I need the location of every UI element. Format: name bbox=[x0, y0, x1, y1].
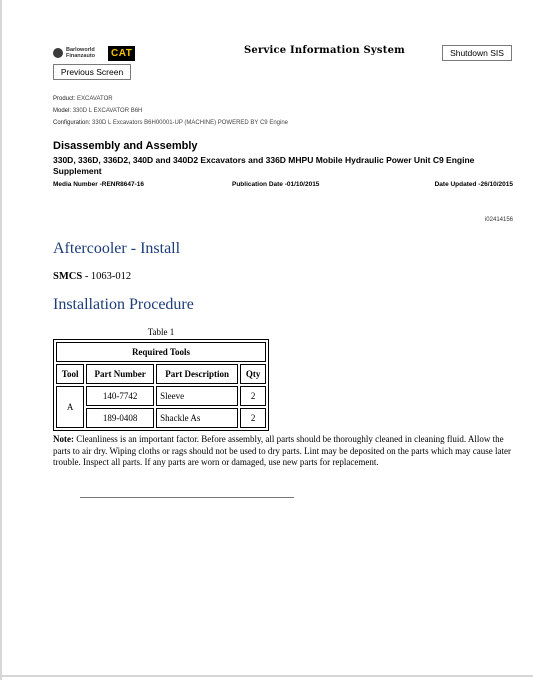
table-title: Required Tools bbox=[56, 342, 266, 362]
document-id: i02414156 bbox=[484, 217, 513, 223]
model-key: Model: bbox=[53, 108, 72, 114]
barloworld-logo-icon bbox=[53, 48, 63, 58]
section-title: Disassembly and Assembly bbox=[53, 140, 198, 152]
barloworld-cat-logo bbox=[53, 42, 137, 64]
smcs-code bbox=[53, 271, 131, 282]
part-description-cell: Shackle As bbox=[156, 408, 238, 428]
model-line bbox=[53, 108, 142, 114]
logo-text: Barloworld Finanzauto bbox=[66, 46, 96, 59]
shutdown-sis-button[interactable]: Shutdown SIS bbox=[442, 45, 512, 61]
part-description-cell: Sleeve bbox=[156, 386, 238, 406]
product-value: EXCAVATOR bbox=[77, 96, 113, 102]
table-row bbox=[56, 386, 266, 406]
page-left-border bbox=[0, 0, 2, 680]
cleanliness-note bbox=[53, 434, 513, 469]
procedure-heading: Installation Procedure bbox=[53, 296, 194, 313]
page-heading: Aftercooler - Install bbox=[53, 240, 181, 257]
column-header-tool: Tool bbox=[56, 364, 84, 384]
part-number-cell: 140-7742 bbox=[86, 386, 154, 406]
smcs-value: - 1063-012 bbox=[82, 271, 132, 282]
column-header-qty: Qty bbox=[240, 364, 266, 384]
media-number: Media Number -RENR8647-16 bbox=[53, 181, 145, 188]
tool-group-cell: A bbox=[56, 386, 84, 428]
model-value: 330D L EXCAVATOR B6H bbox=[72, 108, 143, 114]
note-text: Cleanliness is an important factor. Before assembly, all parts should be thoroughly cleaned in cleaning fluid. Allow the parts to air dry. Wiping cloths or rags should not be used to dry parts. Lint may be deposited on the parts which may cause later trouble. Inspect all parts. If any parts are worn or damaged, use new parts for replacement. bbox=[53, 434, 512, 467]
column-header-part-number: Part Number bbox=[86, 364, 154, 384]
note-label: Note: bbox=[53, 434, 74, 444]
publication-date: Publication Date -01/10/2015 bbox=[232, 181, 320, 188]
table-row bbox=[56, 408, 266, 428]
document-subtitle: 330D, 336D, 336D2, 340D and 340D2 Excavators and 336D MHPU Mobile Hydraulic Power Unit C9 Engine Supplement bbox=[53, 155, 475, 176]
horizontal-divider bbox=[80, 497, 294, 498]
qty-cell: 2 bbox=[240, 386, 266, 406]
page-bottom-border bbox=[0, 675, 533, 677]
date-updated: Date Updated -26/10/2015 bbox=[434, 181, 513, 188]
table-caption: Table 1 bbox=[147, 327, 175, 337]
product-line bbox=[53, 96, 113, 102]
column-header-part-description: Part Description bbox=[156, 364, 238, 384]
smcs-label: SMCS bbox=[53, 271, 83, 282]
product-key: Product: bbox=[53, 96, 76, 102]
previous-screen-button[interactable]: Previous Screen bbox=[53, 64, 131, 80]
configuration-value: 330D L Excavators B6H00001-UP (MACHINE) POWERED BY C9 Engine bbox=[92, 120, 288, 126]
part-number-cell: 189-0408 bbox=[86, 408, 154, 428]
qty-cell: 2 bbox=[240, 408, 266, 428]
configuration-line bbox=[53, 120, 288, 126]
cat-logo: CAT bbox=[108, 46, 135, 61]
configuration-key: Configuration: bbox=[53, 120, 91, 126]
required-tools-table bbox=[53, 339, 269, 431]
system-title: Service Information System bbox=[244, 45, 405, 56]
